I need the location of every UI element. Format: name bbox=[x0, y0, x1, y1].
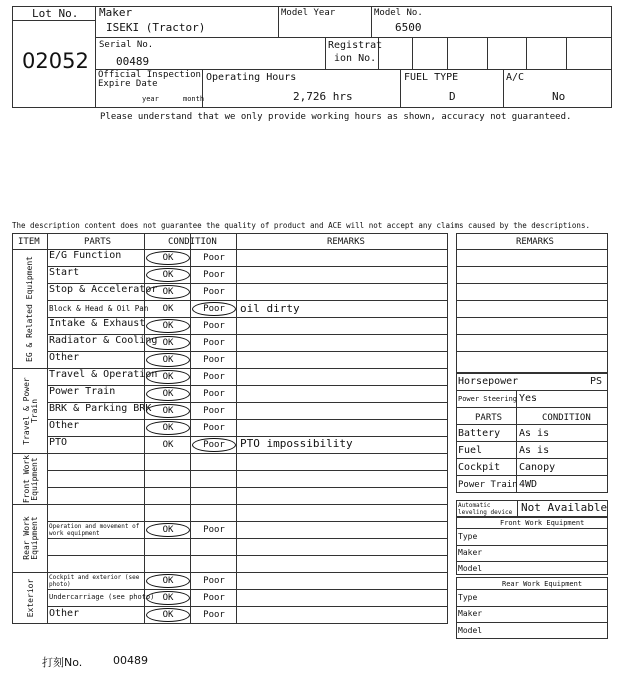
row-part: Intake & Exhaust bbox=[49, 318, 146, 329]
ac-label: A/C bbox=[506, 72, 525, 83]
hours-note: Please understand that we only provide working hours as shown, accuracy not guaranteed. bbox=[100, 112, 572, 122]
row-ok: OK bbox=[162, 321, 174, 331]
row-poor: Poor bbox=[203, 372, 225, 382]
rear-model-label: Model bbox=[458, 626, 483, 635]
operating-hours-label: Operating Hours bbox=[206, 72, 297, 83]
auto-leveling-label: Automatic leveling device bbox=[458, 502, 513, 516]
spec-part: Cockpit bbox=[458, 462, 501, 473]
group-travel-line2: Train bbox=[30, 398, 39, 424]
auto-leveling-value: Not Available bbox=[521, 501, 608, 514]
horsepower-label: Horsepower bbox=[458, 376, 519, 387]
row-poor: Poor bbox=[203, 423, 225, 433]
month-label: month bbox=[183, 95, 205, 103]
serial-no-label: Serial No. bbox=[99, 40, 154, 50]
right-remarks-header: REMARKS bbox=[516, 237, 554, 247]
col-remarks-header: REMARKS bbox=[327, 237, 365, 247]
operating-hours-value: 2,726 hrs bbox=[293, 90, 353, 103]
row-part: Start bbox=[49, 267, 80, 278]
row-ok: OK bbox=[162, 355, 174, 365]
group-travel-line1: Travel & Power bbox=[22, 377, 31, 445]
row-part: BRK & Parking BRK bbox=[49, 403, 152, 414]
ac-value: No bbox=[552, 90, 566, 103]
row-poor: Poor bbox=[203, 406, 225, 416]
right-remarks-box bbox=[456, 233, 608, 373]
row-part: Other bbox=[49, 352, 80, 363]
lot-no-label: Lot No. bbox=[32, 7, 79, 20]
front-model-label: Model bbox=[458, 564, 483, 573]
row-ok: OK bbox=[162, 440, 174, 450]
row-poor: Poor bbox=[203, 304, 225, 314]
col-parts-header: PARTS bbox=[84, 237, 112, 247]
row-ok: OK bbox=[162, 593, 174, 603]
row-part: Operation and movement of work equipment bbox=[49, 523, 140, 537]
lot-no: 02052 bbox=[22, 49, 89, 73]
rear-type-label: Type bbox=[458, 593, 478, 602]
rear-maker-label: Maker bbox=[458, 609, 483, 618]
row-poor: Poor bbox=[203, 525, 225, 535]
row-ok: OK bbox=[162, 406, 174, 416]
row-remark: oil dirty bbox=[240, 302, 300, 315]
stamp-no-value: 00489 bbox=[113, 654, 148, 667]
registration-label-1: Registrat bbox=[328, 40, 383, 51]
row-ok: OK bbox=[162, 389, 174, 399]
row-poor: Poor bbox=[203, 321, 225, 331]
row-ok: OK bbox=[162, 338, 174, 348]
col-condition-header: CONDITION bbox=[168, 237, 217, 247]
registration-label-2: ion No. bbox=[334, 53, 377, 64]
serial-no-value: 00489 bbox=[116, 55, 150, 68]
row-ok: OK bbox=[162, 304, 174, 314]
group-rear-line2: Equipment bbox=[30, 516, 39, 560]
row-part: Cockpit and exterior (see photo) bbox=[49, 574, 140, 588]
group-rear-line1: Rear Work bbox=[22, 516, 31, 560]
year-label: year bbox=[142, 95, 159, 103]
row-part: Travel & Operation bbox=[49, 369, 158, 380]
spec-condition-header: CONDITION bbox=[542, 413, 591, 423]
spec-condition: 4WD bbox=[519, 479, 538, 490]
front-equipment-header: Front Work Equipment bbox=[500, 519, 585, 527]
spec-condition: As is bbox=[519, 445, 550, 456]
row-remark: PTO impossibility bbox=[240, 437, 353, 450]
inspection-label-2: Expire Date bbox=[98, 79, 158, 89]
row-part: E/G Function bbox=[49, 250, 122, 261]
power-steering-value: Yes bbox=[519, 393, 538, 404]
row-poor: Poor bbox=[203, 440, 225, 450]
group-eg: EG & Related Equipment bbox=[25, 256, 34, 362]
front-maker-label: Maker bbox=[458, 548, 483, 557]
row-poor: Poor bbox=[203, 270, 225, 280]
inspection-label-1: Official Inspection bbox=[98, 70, 201, 80]
row-poor: Poor bbox=[203, 593, 225, 603]
row-poor: Poor bbox=[203, 253, 225, 263]
spec-condition: As is bbox=[519, 428, 550, 439]
row-part: Power Train bbox=[49, 386, 116, 397]
fuel-type-value: D bbox=[449, 90, 456, 103]
row-poor: Poor bbox=[203, 610, 225, 620]
row-poor: Poor bbox=[203, 338, 225, 348]
horsepower-value: PS bbox=[590, 376, 603, 387]
row-ok: OK bbox=[162, 253, 174, 263]
row-poor: Poor bbox=[203, 355, 225, 365]
row-part: Other bbox=[49, 608, 80, 619]
row-ok: OK bbox=[162, 576, 174, 586]
spec-part: Battery bbox=[458, 428, 501, 439]
model-no-value: 6500 bbox=[395, 21, 422, 34]
spec-part: Power Train bbox=[458, 480, 518, 490]
front-type-label: Type bbox=[458, 532, 478, 541]
row-poor: Poor bbox=[203, 576, 225, 586]
row-part: Stop & Accelerator bbox=[49, 284, 158, 295]
row-ok: OK bbox=[162, 610, 174, 620]
row-ok: OK bbox=[162, 525, 174, 535]
maker-value: ISEKI (Tractor) bbox=[106, 21, 206, 34]
col-item-header: ITEM bbox=[18, 237, 40, 247]
model-year-label: Model Year bbox=[281, 8, 336, 18]
row-poor: Poor bbox=[203, 287, 225, 297]
row-ok: OK bbox=[162, 372, 174, 382]
spec-parts-header: PARTS bbox=[475, 413, 503, 423]
row-part: Undercarriage (see photo) bbox=[49, 593, 155, 601]
row-part: Radiator & Cooling bbox=[49, 335, 158, 346]
row-part: Block & Head & Oil Pan bbox=[49, 304, 149, 313]
power-steering-label: Power Steering bbox=[458, 395, 518, 403]
row-ok: OK bbox=[162, 423, 174, 433]
group-front-line2: Equipment bbox=[30, 457, 39, 501]
row-part: PTO bbox=[49, 437, 68, 448]
row-ok: OK bbox=[162, 287, 174, 297]
spec-part: Fuel bbox=[458, 445, 483, 456]
group-exterior: Exterior bbox=[26, 578, 35, 618]
row-ok: OK bbox=[162, 270, 174, 280]
maker-label: Maker bbox=[99, 6, 133, 19]
disclaimer: The description content does not guarantee the quality of product and ACE will not accept any claims caused by the descriptions. bbox=[12, 221, 590, 230]
fuel-type-label: FUEL TYPE bbox=[404, 72, 459, 83]
row-poor: Poor bbox=[203, 389, 225, 399]
stamp-no-label: 打刻No. bbox=[42, 656, 83, 669]
group-front-line1: Front Work bbox=[22, 454, 31, 504]
rear-equipment-header: Rear Work Equipment bbox=[502, 580, 583, 588]
spec-condition: Canopy bbox=[519, 462, 556, 473]
row-part: Other bbox=[49, 420, 80, 431]
model-no-label: Model No. bbox=[374, 8, 423, 18]
